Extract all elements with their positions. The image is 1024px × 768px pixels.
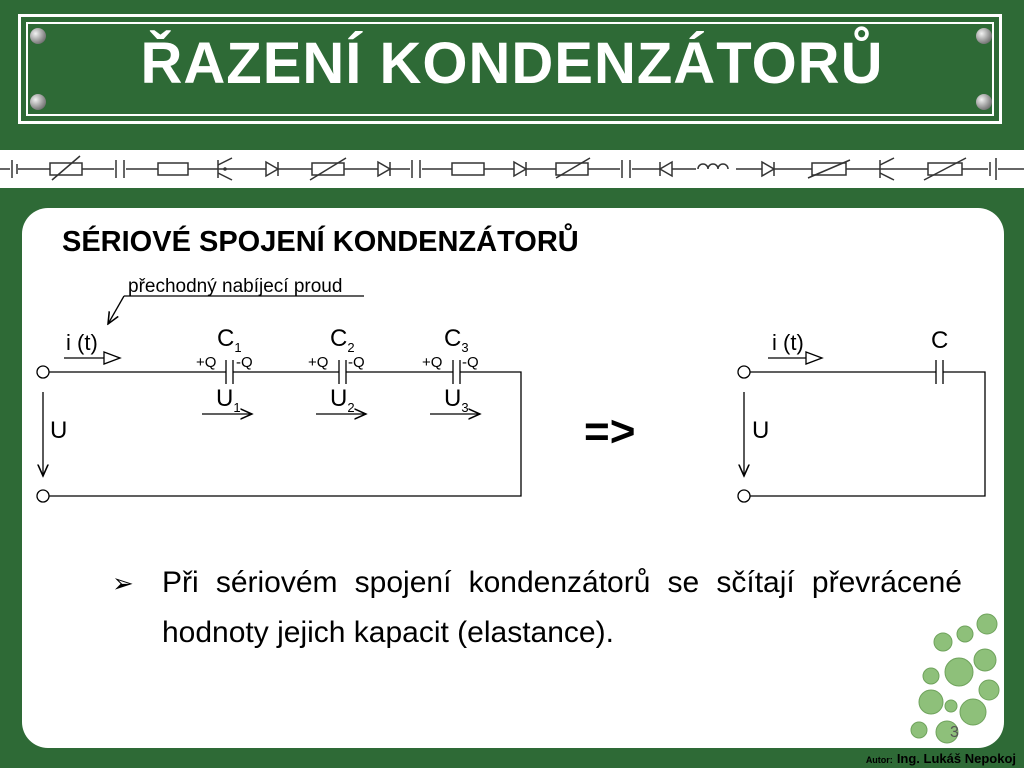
eq-capacitor-label: C xyxy=(931,327,949,354)
cap1-right-charge: -Q xyxy=(236,354,253,371)
current-label: i (t) xyxy=(66,330,98,355)
cap1-voltage: $U_1$ xyxy=(216,385,241,415)
author-credit xyxy=(866,751,1016,766)
cap2-name: $C_2$ xyxy=(330,325,355,355)
cap2-right-charge: -Q xyxy=(348,354,365,371)
decorative-bubbles xyxy=(905,610,1015,750)
bullet-arrow-icon: ➢ xyxy=(112,568,134,598)
voltage-label: U xyxy=(50,417,68,444)
author-name: Ing. Lukáš Nepokoj xyxy=(896,751,1016,766)
page-number: 3 xyxy=(950,724,959,741)
cap3-right-charge: -Q xyxy=(462,354,479,371)
bullet-item xyxy=(112,558,962,658)
bullet-text: Při sériovém spojení kondenzátorů se sčítají převrácené hodnoty jejich kapacit (elastance). xyxy=(162,566,962,649)
cap1-name: $C_1$ xyxy=(217,325,242,355)
cap2-voltage: $U_2$ xyxy=(330,385,355,415)
slide-title: ŘAZENÍ KONDENZÁTORŮ xyxy=(140,31,884,96)
cap3-name: $C_3$ xyxy=(444,325,469,355)
cap3-voltage: $U_3$ xyxy=(444,385,469,415)
cap2-left-charge: +Q xyxy=(308,354,329,371)
section-subtitle: SÉRIOVÉ SPOJENÍ KONDENZÁTORŮ xyxy=(62,226,579,258)
cap3-left-charge: +Q xyxy=(422,354,443,371)
eq-voltage-label: U xyxy=(752,417,770,444)
equivalence-arrow: => xyxy=(584,407,636,456)
cap1-left-charge: +Q xyxy=(196,354,217,371)
eq-current-label: i (t) xyxy=(772,330,804,355)
author-label: Autor: xyxy=(865,755,893,765)
annotation-label: přechodný nabíjecí proud xyxy=(128,276,343,297)
